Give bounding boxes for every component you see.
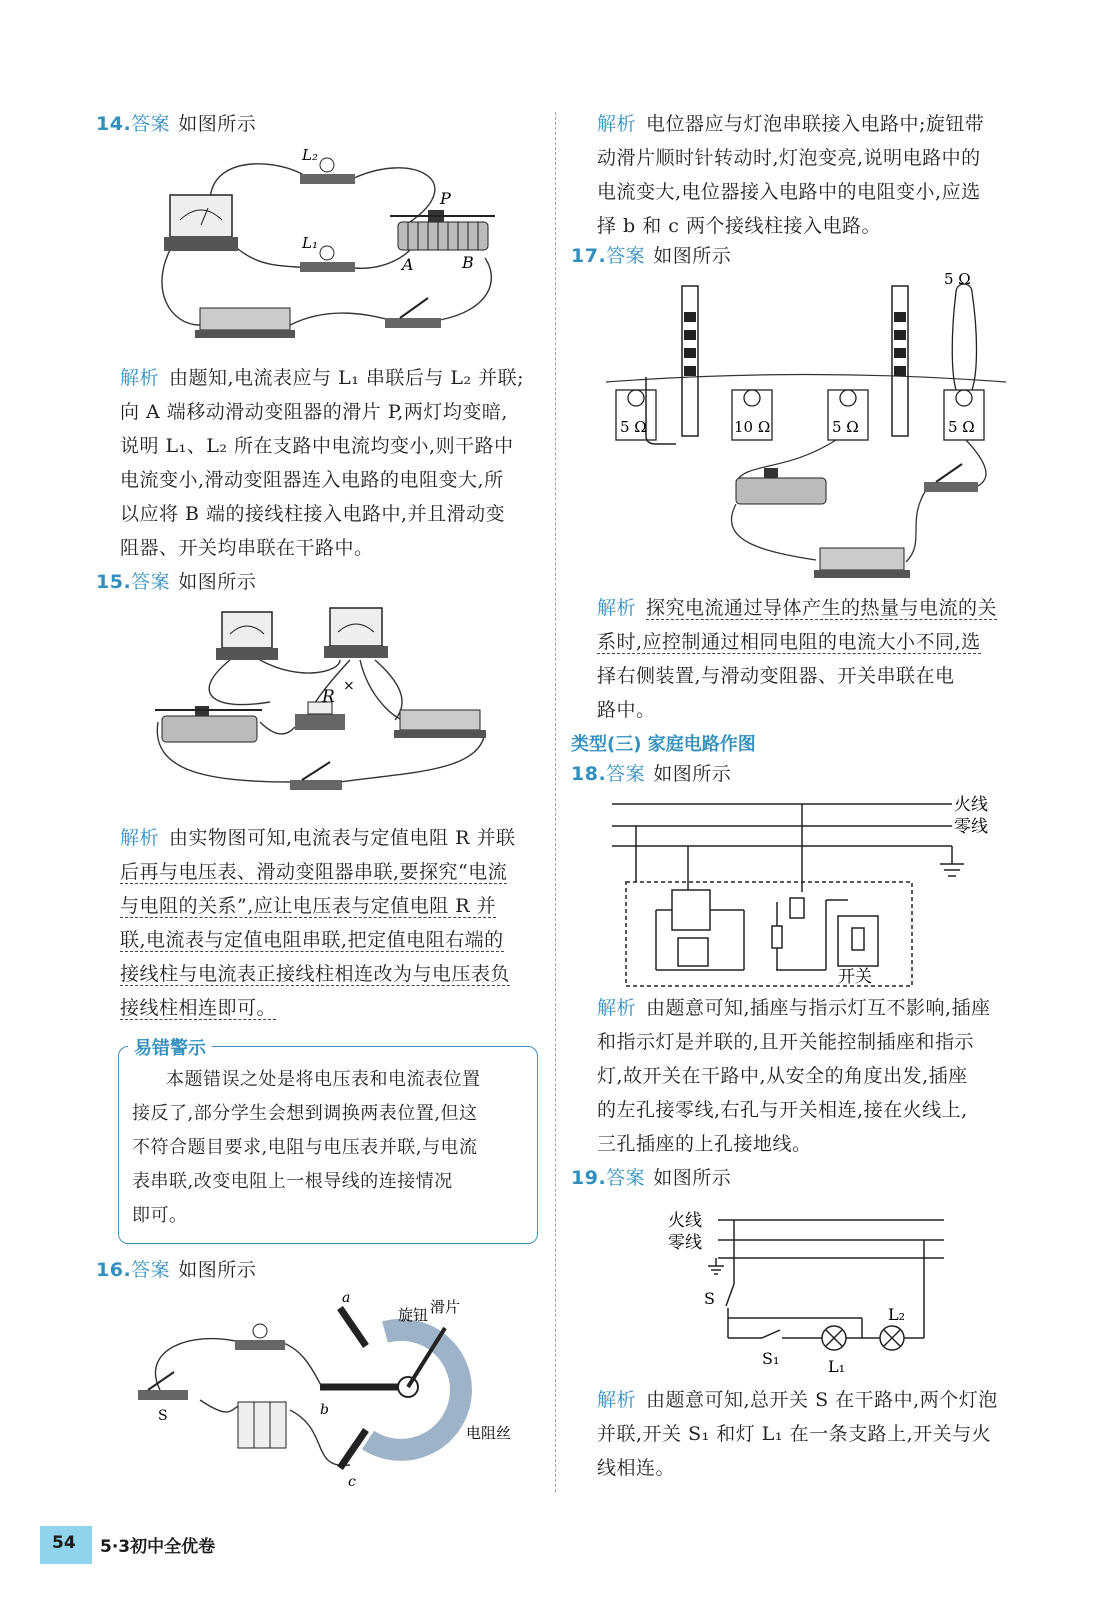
rheostat-drawing (155, 706, 262, 742)
q17-heading (571, 240, 731, 272)
analysis-line: 由题意可知,总开关 S 在干路中,两个灯泡 (646, 1389, 998, 1411)
column-divider (555, 112, 556, 1492)
q18-household-circuit-figure (612, 792, 1012, 992)
switch-drawing (924, 464, 978, 492)
analysis-line: 电位器应与灯泡串联接入电路中;旋钮带 (646, 113, 985, 135)
answer-text: 如图所示 (653, 1167, 732, 1189)
rheostat-drawing (390, 210, 495, 250)
analysis-tag: 解析 (597, 597, 637, 619)
analysis-line: 三孔插座的上孔接地线。 (597, 1133, 812, 1155)
q16-number: 16. (96, 1259, 132, 1281)
analysis-line: 并联,开关 S₁ 和灯 L₁ 在一条支路上,开关与火 (597, 1423, 992, 1445)
battery-drawing (195, 308, 295, 338)
battery-drawing (814, 548, 910, 578)
answer-text: 如图所示 (178, 571, 257, 593)
q18-number: 18. (571, 763, 607, 785)
potentiometer-drawing (320, 1308, 461, 1468)
answer-tag: 答案 (606, 763, 646, 785)
q17-joule-heating-figure (606, 272, 1006, 582)
label-5-ohm-right: 5 Ω (948, 418, 975, 436)
book-brand: 5·3初中全优卷 (100, 1537, 216, 1557)
analysis-line: 探究电流通过导体产生的热量与电流的关 (646, 597, 998, 619)
q15-heading (96, 566, 256, 598)
right-u-tube-drawing (892, 286, 908, 436)
analysis-tag: 解析 (597, 1389, 637, 1411)
switch-drawing (290, 762, 342, 790)
label-c: c (348, 1474, 356, 1490)
rheostat-drawing (736, 468, 826, 504)
answer-text: 如图所示 (178, 113, 257, 135)
analysis-line: 向 A 端移动滑动变阻器的滑片 P,两灯均变暗, (120, 401, 508, 423)
analysis-line: 择右侧装置,与滑动变阻器、开关串联在电 (597, 665, 955, 687)
label-neutral-wire: 零线 (668, 1233, 702, 1253)
analysis-line: 接线柱与电流表正接线柱相连改为与电压表负 (120, 963, 511, 985)
q15-number: 15. (96, 571, 132, 593)
analysis-line: 择 b 和 c 两个接线柱接入电路。 (597, 215, 881, 237)
label-slider: 滑片 (430, 1298, 461, 1316)
ammeter-drawing (324, 608, 388, 658)
cross-mark: × (343, 678, 355, 694)
analysis-line: 由题知,电流表应与 L₁ 串联后与 L₂ 并联; (169, 367, 525, 389)
label-neutral-wire: 零线 (954, 817, 988, 837)
label-live-wire: 火线 (668, 1211, 702, 1231)
ammeter-drawing (164, 195, 238, 251)
analysis-line: 线相连。 (597, 1457, 676, 1479)
analysis-line: 说明 L₁、L₂ 所在支路中电流均变小,则干路中 (120, 435, 514, 457)
warning-line: 表串联,改变电阻上一根导线的连接情况 (132, 1171, 453, 1192)
warning-title: 易错警示 (128, 1034, 212, 1060)
label-5-ohm-top: 5 Ω (944, 272, 971, 288)
left-u-tube-fill (684, 312, 696, 376)
label-a: a (342, 1290, 351, 1306)
label-a: A (402, 255, 414, 274)
analysis-line: 联,电流表与定值电阻串联,把定值电阻右端的 (120, 929, 504, 951)
right-u-tube-fill (894, 312, 906, 376)
section-title: 类型(三) 家庭电路作图 (571, 734, 756, 755)
analysis-line: 与电阻的关系”,应让电压表与定值电阻 R 并 (120, 895, 497, 917)
resistor-drawing (295, 702, 345, 730)
lamp-drawing (235, 1324, 285, 1350)
analysis-line: 阻器、开关均串联在干路中。 (120, 537, 374, 559)
analysis-line: 的左孔接零线,右孔与开关相连,接在火线上, (597, 1099, 968, 1121)
warning-line: 接反了,部分学生会想到调换两表位置,但这 (132, 1103, 478, 1124)
answer-tag: 答案 (606, 1167, 646, 1189)
analysis-tag: 解析 (597, 997, 637, 1019)
analysis-line: 电流变小,滑动变阻器连入电路的电阻变大,所 (120, 469, 504, 491)
label-l2: L₂ (302, 146, 318, 164)
answer-tag: 答案 (131, 571, 171, 593)
analysis-line: 以应将 B 端的接线柱接入电路中,并且滑动变 (120, 503, 506, 525)
label-10-ohm: 10 Ω (734, 418, 771, 436)
switch-drawing (138, 1372, 188, 1400)
q14-heading (96, 108, 256, 140)
label-live-wire: 火线 (954, 795, 988, 815)
battery-drawing (394, 710, 486, 738)
q16-heading (96, 1254, 256, 1286)
voltmeter-drawing (216, 612, 278, 660)
label-l1: L₁ (828, 1357, 846, 1376)
label-5-ohm-left: 5 Ω (620, 418, 647, 436)
label-l1: L₁ (302, 234, 318, 252)
q16-potentiometer-figure (130, 1290, 540, 1490)
warning-line: 本题错误之处是将电压表和电流表位置 (166, 1069, 481, 1090)
analysis-tag: 解析 (597, 113, 637, 135)
q14-number: 14. (96, 113, 132, 135)
label-s: S (704, 1289, 715, 1308)
analysis-line: 电流变大,电位器接入电路中的电阻变小,应选 (597, 181, 981, 203)
label-l2: L₂ (888, 1305, 906, 1324)
label-5-ohm-middle: 5 Ω (832, 418, 859, 436)
warning-line: 即可。 (132, 1205, 188, 1226)
label-resistance-wire: 电阻丝 (466, 1424, 512, 1442)
analysis-line: 系时,应控制通过相同电阻的电流大小不同,选 (597, 631, 981, 653)
left-u-tube-drawing (646, 286, 698, 444)
analysis-line: 动滑片顺时针转动时,灯泡变亮,说明电路中的 (597, 147, 981, 169)
analysis-line: 接线柱相连即可。 (120, 997, 277, 1019)
switch-drawing (385, 298, 441, 328)
label-p: P (440, 189, 451, 208)
label-knob: 旋钮 (398, 1306, 429, 1324)
analysis-tag: 解析 (120, 827, 160, 849)
analysis-line: 路中。 (597, 699, 656, 721)
analysis-line: 由实物图可知,电流表与定值电阻 R 并联 (169, 827, 516, 849)
answer-text: 如图所示 (178, 1259, 257, 1281)
warning-line: 不符合题目要求,电阻与电压表并联,与电流 (132, 1137, 478, 1158)
q18-heading (571, 758, 731, 790)
label-b: B (462, 253, 474, 272)
analysis-line: 后再与电压表、滑动变阻器串联,要探究“电流 (120, 861, 508, 883)
analysis-line: 和指示灯是并联的,且开关能控制插座和指示 (597, 1031, 975, 1053)
answer-tag: 答案 (131, 113, 171, 135)
label-s1: S₁ (762, 1349, 780, 1368)
answer-tag: 答案 (131, 1259, 171, 1281)
label-r: R (322, 687, 335, 707)
answer-tag: 答案 (606, 245, 646, 267)
q19-household-circuit-figure (668, 1200, 968, 1380)
answer-text: 如图所示 (653, 763, 732, 785)
label-switch: 开关 (838, 967, 872, 987)
label-s: S (158, 1408, 168, 1424)
q19-heading (571, 1162, 731, 1194)
q19-number: 19. (571, 1167, 607, 1189)
answer-text: 如图所示 (653, 245, 732, 267)
q17-number: 17. (571, 245, 607, 267)
q15-circuit-figure (150, 602, 510, 802)
analysis-line: 由题意可知,插座与指示灯互不影响,插座 (646, 997, 991, 1019)
page-number: 54 (52, 1533, 76, 1553)
battery-drawing (238, 1402, 286, 1448)
label-b: b (320, 1402, 329, 1418)
analysis-tag: 解析 (120, 367, 160, 389)
analysis-line: 灯,故开关在干路中,从安全的角度出发,插座 (597, 1065, 968, 1087)
q14-circuit-figure (150, 140, 530, 350)
